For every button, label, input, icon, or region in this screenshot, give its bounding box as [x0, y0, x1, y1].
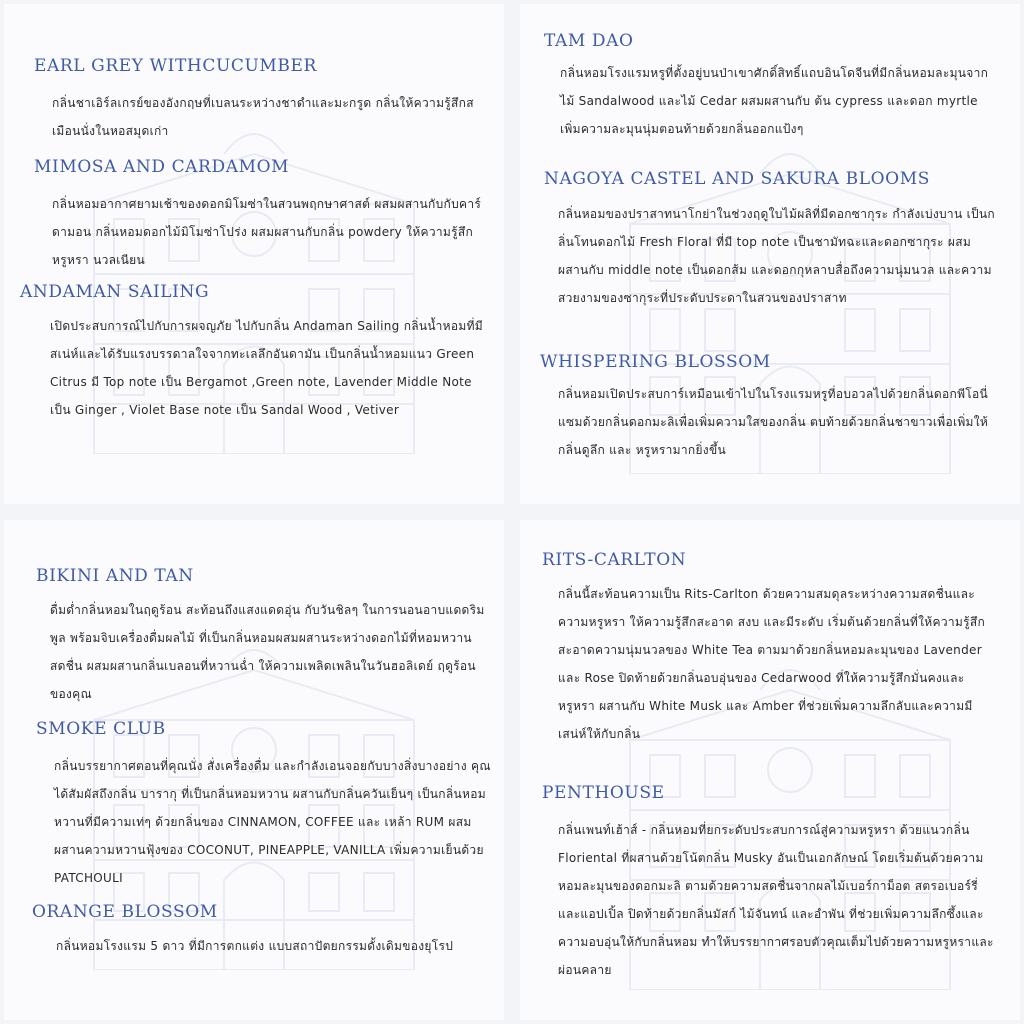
- section-title: BIKINI AND TAN: [36, 566, 194, 586]
- panel-bottom-left: [4, 520, 504, 1020]
- section-title: RITS-CARLTON: [542, 550, 687, 570]
- section-body: กลิ่นหอมเปิดประสบการ์เหมือนเข้าไปในโรงแรมหรูที่อบอวลไปด้วยกลิ่นดอกพีโอนี่ แซมด้วยกลิ่นดอกมะลิเพื่อเพิ่มความใสของกลิ่น ตบท้ายด้วยกลิ่นชาขาวเพื่อเพิ่มให้กลิ่นดูลึก และ หรูหรามากยิ่งขึ้น: [558, 387, 989, 457]
- section-title: ORANGE BLOSSOM: [32, 902, 218, 922]
- section-title: EARL GREY WITHCUCUMBER: [34, 56, 317, 76]
- section-body: กลิ่นหอมโรงแรม 5 ดาว ที่มีการตกแต่ง แบบสถาปัตยกรรมดั้งเดิมของยุโรป: [56, 939, 454, 953]
- section-title: NAGOYA CASTEL AND SAKURA BLOOMS: [544, 169, 930, 189]
- section-title: ANDAMAN SAILING: [20, 282, 210, 302]
- panel-top-left: [4, 4, 504, 504]
- section-title: WHISPERING BLOSSOM: [540, 352, 771, 372]
- panel-bottom-right: [520, 520, 1020, 1020]
- panel-top-right: [520, 4, 1020, 504]
- section-body: เปิดประสบการณ์ไปกับการผจญภัย ไปกับกลิ่น Andaman Sailing กลิ่นน้ำหอมที่มีสเน่ห์และได้รับแรงบรรดาลใจจากทะเลลึกอันดามัน เป็นกลิ่นน้ำหอมแนว Green Citrus มี Top note เป็น Bergamot ,Green note, Lavender Middle Note เป็น Ginger , Violet Base note เป็น Sandal Wood , Vetiver: [50, 319, 484, 417]
- section-body: กลิ่นเพนท์เฮ้าส์ - กลิ่นหอมที่ยกระดับประสบการณ์สู่ความหรูหรา ด้วยแนวกลิ่น Floriental ที่ผสานด้วยโน้ตกลิ่น Musky อันเป็นเอกลักษณ์ โดยเริ่มต้นด้วยความหอมละมุนของดอกมะลิ ตามด้วยความสดชื่นจากผลไม้เบอร์กาม็อต สตรอเบอร์รี่ และแอปเปิ้ล ปิดท้ายด้วยกลิ่นมัสก์ ไม้จันทน์ และอำพัน ที่ช่วยเพิ่มความลึกซึ้งและความอบอุ่นให้กับกลิ่นหอม ทำให้บรรยากาศรอบตัวคุณเต็มไปด้วยความหรูหราและผ่อนคลาย: [558, 823, 994, 977]
- section-title: PENTHOUSE: [542, 783, 665, 803]
- section-body: กลิ่นบรรยากาศตอนที่คุณนั่ง สั่งเครื่องดื่ม และกำลังเอนจอยกับบางสิ่งบางอย่าง คุณได้สัมผัสถึงกลิ่น บารากุ ที่เป็นกลิ่นหอมหวาน ผสานกับกลิ่นควันเย็นๆ เป็นกลิ่นหอมหวานที่มีความเท่ๆ ด้วยกลิ่นของ CINNAMON, COFFEE และ เหล้า RUM ผสมผสานความหวานฟุ้งของ COCONUT, PINEAPPLE, VANILLA เพิ่มความเย็นด้วย PATCHOULI: [54, 759, 491, 885]
- section-body: กลิ่นนี้สะท้อนความเป็น Rits-Carlton ด้วยความสมดุลระหว่างความสดชื่นและความหรูหรา ให้ความรู้สึกสะอาด สงบ และมีระดับ เริ่มต้นด้วยกลิ่นที่ให้ความรู้สึกสะอาดความนุ่มนวลของ White Tea ตามมาด้วยกลิ่นหอมละมุนของ Lavender และ Rose ปิดท้ายด้วยกลิ่นอบอุ่นของ Cedarwood ที่ให้ความรู้สึกมั่นคงและหรูหรา ผสานกับ White Musk และ Amber ที่ช่วยเพิ่มความลึกลับและความมีเสน่ห์ให้กับกลิ่น: [558, 587, 986, 741]
- section-title: SMOKE CLUB: [36, 719, 166, 739]
- section-body: กลิ่นชาเอิร์ลเกรย์ของอังกฤษที่เบลนระหว่างชาดำและมะกรูด กลิ่นให้ความรู้สึกสเมือนนั่งในหอสมุดเก่า: [52, 96, 474, 138]
- section-title: TAM DAO: [544, 31, 634, 51]
- section-body: ดื่มด่ำกลิ่นหอมในฤดูร้อน สะท้อนถึงแสงแดดอุ่น กับวันชิลๆ ในการนอนอาบแดดริมพูล พร้อมจิบเครื่องดื่มผลไม้ ที่เป็นกลิ่นหอมผสมผสานระหว่างดอกไม้ที่หอมหวาน สดชื่น ผสมผสานกลิ่นเบลอนที่หวานฉ่ำ ให้ความเพลิดเพลินในวันฮอลิเดย์ ฤดูร้อนของคุณ: [50, 603, 485, 701]
- section-title: MIMOSA AND CARDAMOM: [34, 157, 290, 177]
- section-body: กลิ่นหอมโรงแรมหรูที่ตั้งอยู่บนป่าเขาศักดิ์สิทธิ์แถบอินโดจีนที่มีกลิ่นหอมละมุนจาก ไม้ Sandalwood และไม้ Cedar ผสมผสานกับ ต้น cypress และดอก myrtle เพิ่มความละมุนนุ่มตอนท้ายด้วยกลิ่นออกแป้งๆ: [560, 66, 989, 136]
- section-body: กลิ่นหอมของปราสาทนาโกย่าในช่วงฤดูใบไม้ผลิที่มีดอกซากุระ กำลังเบ่งบาน เป็นกลิ่นโทนดอกไม้ Fresh Floral ที่มี top note เป็นชามัทฉะและดอกซากุระ ผสมผสานกับ middle note เป็นดอกส้ม และดอกกุหลาบสื่อถึงความนุ่มนวล และความสวยงามของซากุระที่ประดับประดาในสวนของปราสาท: [558, 207, 995, 305]
- section-body: กลิ่นหอมอากาศยามเช้าของดอกมิโมซ่าในสวนพฤกษาศาสต์ ผสมผสานกับกับคาร์ดามอน กลิ่นหอมดอกไม้มิโมซ่าโปร่ง ผสมผสานกับกลิ่น powdery ให้ความรู้สึกหรูหรา นวลเนียน: [52, 197, 482, 267]
